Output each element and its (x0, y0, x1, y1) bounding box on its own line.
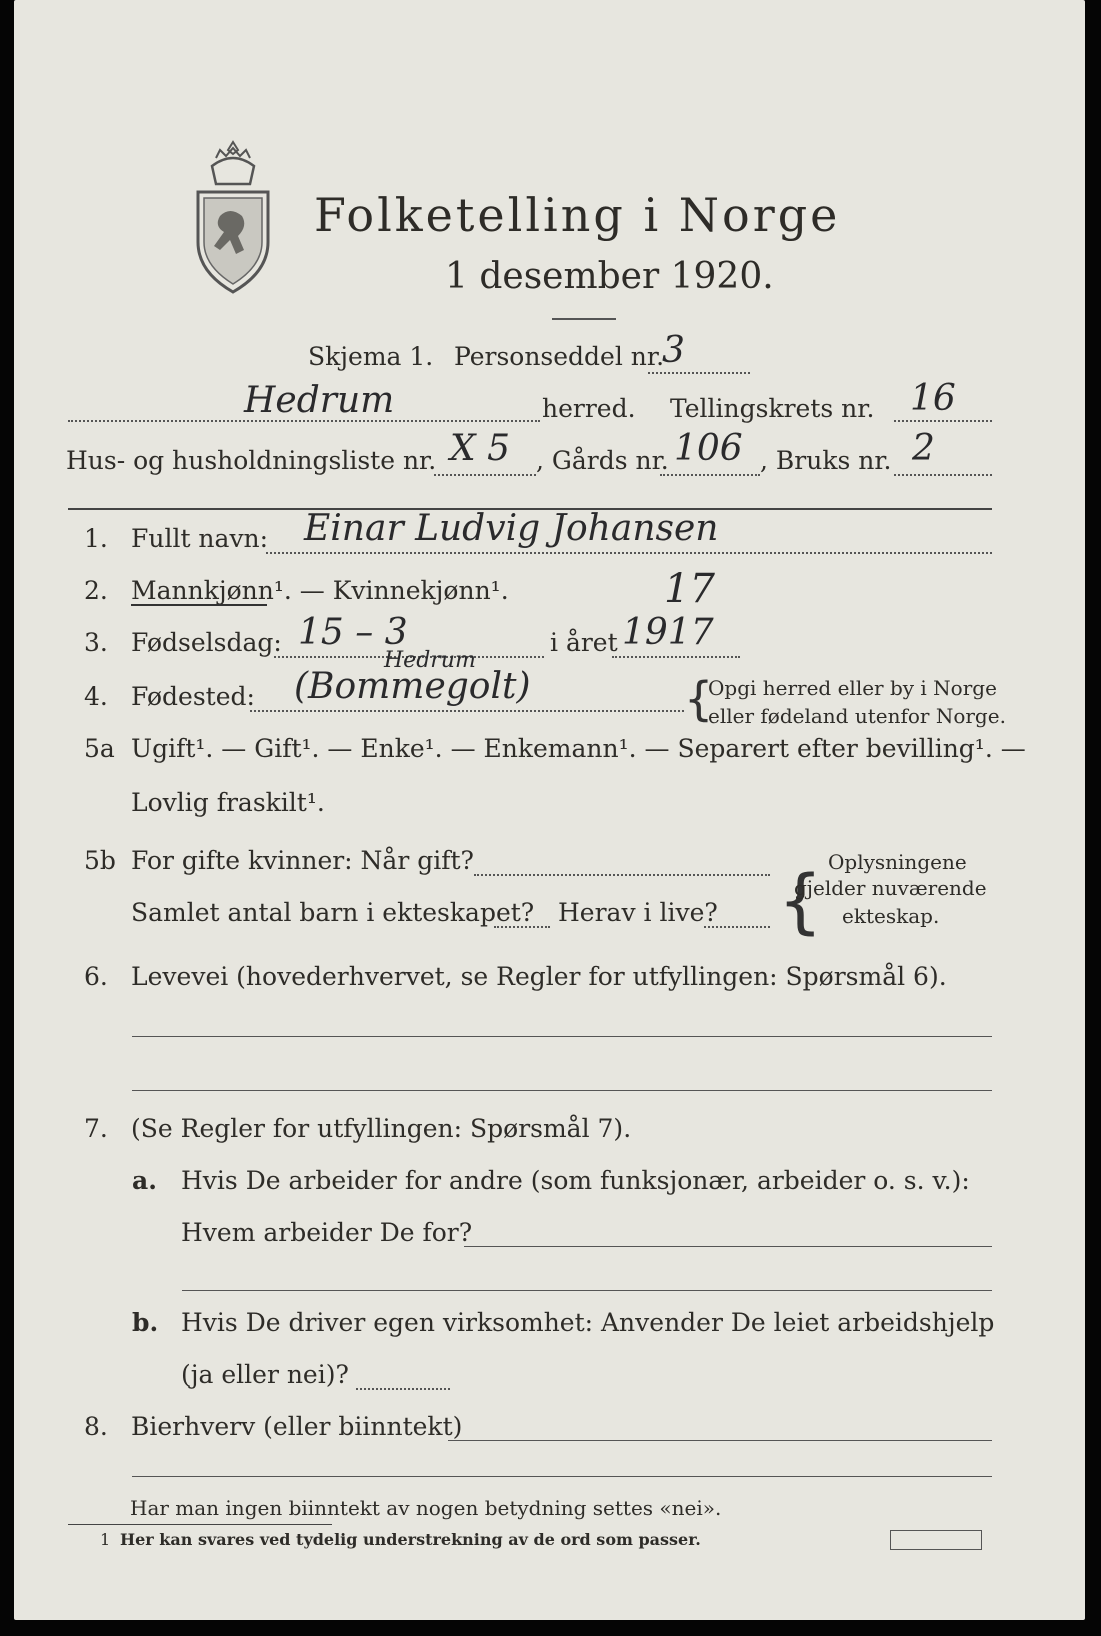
q1-line (266, 552, 992, 554)
birthplace-note-1: Opgi herred eller by i Norge (708, 676, 997, 700)
tellingskrets-line (894, 420, 992, 422)
q2-number: 2. (84, 576, 108, 605)
q1-label: Fullt navn: (131, 524, 269, 553)
birthplace-line (250, 710, 684, 712)
q6-number: 6. (84, 962, 108, 991)
title-divider (552, 318, 616, 320)
q8-divider (132, 1476, 992, 1477)
marriage-note-brace: { (778, 860, 823, 942)
q7a-number: a. (132, 1166, 157, 1195)
footnote-number: 1 (100, 1530, 111, 1549)
tellingskrets-value[interactable]: 16 (910, 378, 956, 419)
gards-line (660, 474, 760, 476)
personseddel-label: Personseddel nr. (454, 342, 665, 371)
q7b-number: b. (132, 1308, 159, 1337)
marriage-note-2: gjelder nuværende (794, 876, 987, 900)
employer-label: Hvem arbeider De for? (181, 1218, 473, 1247)
herred-line (68, 420, 540, 422)
marital-status-options: Ugift¹. — Gift¹. — Enke¹. — Enkemann¹. — Separert efter bevilling¹. — (131, 734, 1026, 763)
personseddel-line (648, 372, 750, 374)
married-when-label: For gifte kvinner: Når gift? (131, 846, 474, 875)
marital-status-options-2: Lovlig fraskilt¹. (131, 788, 325, 817)
q7-number: 7. (84, 1114, 108, 1143)
marriage-note-1: Oplysningene (828, 850, 967, 874)
year-label: i året (550, 628, 618, 657)
q8-number: 8. (84, 1412, 108, 1441)
birthyear-value[interactable]: 1917 (622, 612, 714, 653)
hus-label: Hus- og husholdningsliste nr. (66, 446, 437, 475)
note-brace: { (684, 672, 714, 726)
census-date: 1 desember 1920. (445, 256, 774, 297)
form-title: Folketelling i Norge (314, 188, 841, 242)
q4-label: Fødested: (131, 682, 255, 711)
occupation-label: Levevei (hovederhvervet, se Regler for utfyllingen: Spørsmål 6). (131, 962, 947, 991)
birthplace-value[interactable]: (Bommegolt) (294, 666, 531, 707)
q3-label: Fødselsdag: (131, 628, 282, 657)
age-annotation: 17 (664, 566, 715, 612)
skjema-label: Skjema 1. (308, 342, 434, 371)
footnote-divider (68, 1524, 332, 1525)
employer-line-2 (182, 1290, 992, 1291)
full-name-value[interactable]: Einar Ludvig Johansen (304, 508, 719, 549)
hired-help-line (356, 1388, 450, 1390)
marriage-note-3: ekteskap. (842, 904, 940, 928)
footnote-text: Her kan svares ved tydelig understrekning av de ord som passer. (120, 1530, 701, 1549)
gards-label: , Gårds nr. (536, 446, 669, 475)
census-form (14, 0, 1085, 1620)
sex-options: Mannkjønn¹. — Kvinnekjønn¹. (131, 576, 509, 605)
q4-number: 4. (84, 682, 108, 711)
hus-line (434, 474, 536, 476)
herred-value[interactable]: Hedrum (244, 380, 395, 421)
q3-number: 3. (84, 628, 108, 657)
birthplace-note-2: eller fødeland utenfor Norge. (708, 704, 1006, 728)
gards-value[interactable]: 106 (674, 428, 743, 469)
q5a-number: 5a (84, 734, 115, 763)
hus-value[interactable]: X 5 (450, 428, 510, 469)
children-alive-line (704, 926, 770, 928)
birthplace-top-value: Hedrum (384, 648, 476, 673)
children-alive-label: Herav i live? (558, 898, 718, 927)
married-when-line (474, 874, 770, 876)
q7b-line1: Hvis De driver egen virksomhet: Anvender De leiet arbeidshjelp (181, 1308, 995, 1337)
employer-line (464, 1246, 992, 1247)
q7a-line1: Hvis De arbeider for andre (som funksjonær, arbeider o. s. v.): (181, 1166, 970, 1195)
sex-underline (131, 604, 267, 606)
printer-stamp (890, 1530, 982, 1550)
children-total-line (494, 926, 550, 928)
q1-number: 1. (84, 524, 108, 553)
q5b-number: 5b (84, 846, 116, 875)
footer-note: Har man ingen biinntekt av nogen betydning settes «nei». (130, 1496, 722, 1520)
secondary-income-label: Bierhverv (eller biinntekt) (131, 1412, 463, 1441)
occupation-line-2 (132, 1090, 992, 1091)
personseddel-value[interactable]: 3 (662, 330, 685, 371)
herred-label: herred. (542, 394, 636, 423)
secondary-income-line (448, 1440, 992, 1441)
tellingskrets-label: Tellingskrets nr. (670, 394, 875, 423)
q7-label: (Se Regler for utfyllingen: Spørsmål 7). (131, 1114, 632, 1143)
birthdate-value[interactable]: 15 – 3 (298, 612, 408, 653)
bruks-line (894, 474, 992, 476)
hired-help-label: (ja eller nei)? (181, 1360, 349, 1389)
year-line (612, 656, 740, 658)
children-total-label: Samlet antal barn i ekteskapet? (131, 898, 535, 927)
norwegian-coat-of-arms-icon (190, 136, 276, 300)
bruks-value[interactable]: 2 (912, 428, 935, 469)
occupation-line-1 (132, 1036, 992, 1037)
bruks-label: , Bruks nr. (760, 446, 892, 475)
